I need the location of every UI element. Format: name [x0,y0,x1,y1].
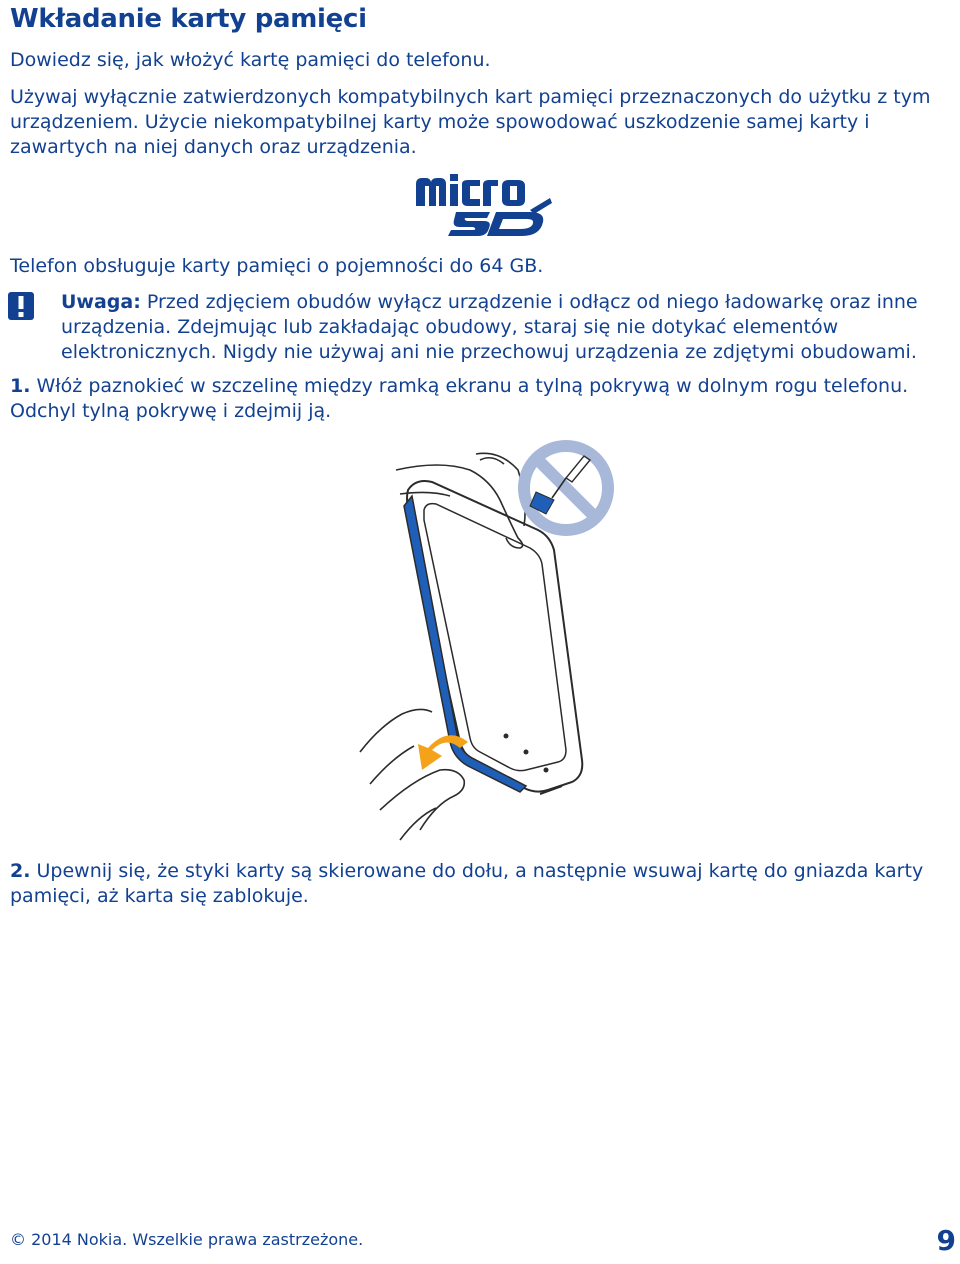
page-title: Wkładanie karty pamięci [10,4,367,34]
microsd-logo [412,170,554,240]
warning-label: Uwaga: [61,291,141,313]
step-1 [10,374,955,424]
page-number: 9 [936,1224,956,1257]
footer-copyright: © 2014 Nokia. Wszelkie prawa zastrzeżone. [10,1230,364,1249]
step-text: Włóż paznokieć w szczelinę między ramką ekranu a tylną pokrywą w dolnym rogu telefonu. Odchyl tylną pokrywę i zdejmij ją. [10,375,909,422]
prohibited-sharp-tool-icon [524,446,608,530]
step-2 [10,859,955,909]
capacity-note: Telefon obsługuje karty pamięci o pojemności do 64 GB. [10,255,544,277]
intro-text: Dowiedz się, jak włożyć kartę pamięci do telefonu. [10,49,491,71]
compatibility-note: Używaj wyłącznie zatwierdzonych kompatybilnych kart pamięci przeznaczonych do użytku z tym urządzeniem. Użycie niekompatybilnej karty może spowodować uszkodzenie samej karty i zawartych na niej danych oraz urządzenia. [10,86,931,158]
step-number: 1. [10,375,31,397]
warning-block [61,290,941,365]
remove-back-cover-illustration [340,430,630,850]
step-number: 2. [10,860,31,882]
warning-text: Przed zdjęciem obudów wyłącz urządzenie i odłącz od niego ładowarkę oraz inne urządzenia. Zdejmując lub zakładając obudowy, staraj się nie dotykać elementów elektronicznych. Nigdy nie używaj ani nie przechowuj urządzenia ze zdjętymi obudowami. [61,291,918,363]
warning-icon [8,292,34,320]
step-text: Upewnij się, że styki karty są skierowane do dołu, a następnie wsuwaj kartę do gniazda karty pamięci, aż karta się zablokuje. [10,860,924,907]
